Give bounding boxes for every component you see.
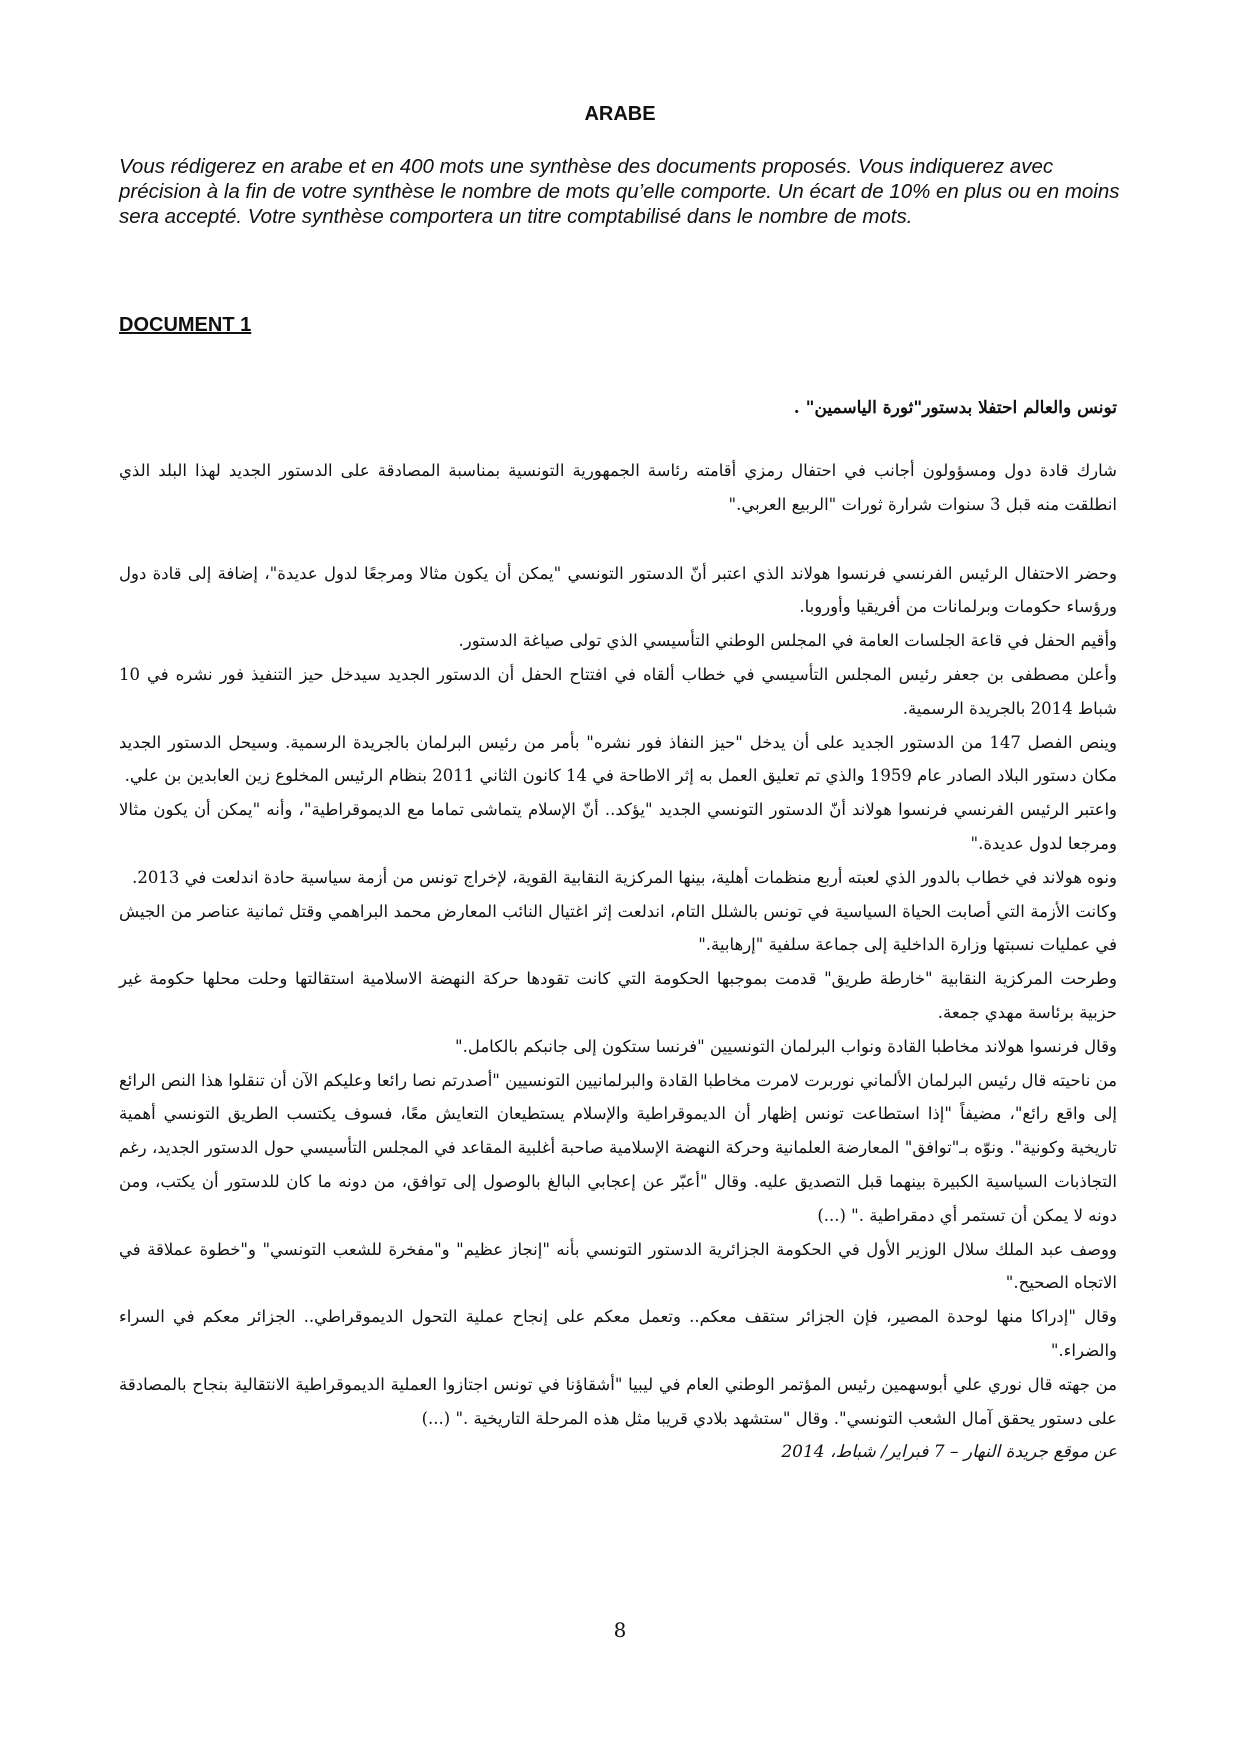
article-paragraph: شارك قادة دول ومسؤولون أجانب في احتفال رمزي أقامته رئاسة الجمهورية التونسية بمناسبة المصادقة على الدستور الجديد لهذا البلد الذي انطلقت منه قبل 3 سنوات شرارة ثورات "الربيع العربي."	[119, 461, 1117, 514]
article-paragraph: وأقيم الحفل في قاعة الجلسات العامة في المجلس الوطني التأسيسي الذي تولى صياغة الدستور.	[458, 631, 1117, 651]
article-paragraph: وينص الفصل 147 من الدستور الجديد على أن يدخل "حيز النفاذ فور نشره" بأمر من رئيس البرلمان بالجريدة الرسمية. وسيحل الدستور الجديد مكان دستور البلاد الصادر عام 1959 والذي تم تعليق العمل به إثر الاطاحة في 14 كانون الثاني 2011 بنظام الرئيس المخلوع زين العابدين بن علي.	[119, 732, 1117, 786]
article-paragraph: وكانت الأزمة التي أصابت الحياة السياسية في تونس بالشلل التام، اندلعت إثر اغتيال النائب المعارض محمد البراهمي وقتل ثمانية عناصر من الجيش في عمليات نسبتها وزارة الداخلية إلى جماعة سلفية "إرهابية."	[119, 901, 1117, 955]
article-title: تونس والعالم احتفلا بدستور"ثورة الياسمين" .	[793, 398, 1117, 418]
article-paragraph: وطرحت المركزية النقابية "خارطة طريق" قدمت بموجبها الحكومة التي كانت تقودها حركة النهضة الاسلامية استقالتها وحلت محلها حكومة غير حزبية برئاسة مهدي جمعة.	[119, 969, 1117, 1022]
article-paragraph: وقال "إدراكا منها لوحدة المصير، فإن الجزائر ستقف معكم.. وتعمل معكم على إنجاح عملية التحول الديموقراطي.. الجزائر معكم في السراء والضراء."	[119, 1307, 1117, 1360]
article-source: عن موقع جريدة النهار – 7 فبراير/ شباط، 2014	[781, 1442, 1117, 1462]
article-paragraph: من ناحيته قال رئيس البرلمان الألماني نوربرت لامرت مخاطبا القادة والبرلمانيين التونسيين "أصدرتم نصا رائعا وعليكم الآن أن تنقلوا هذا النص الرائع إلى واقع رائع"، مضيفاً "إذا استطاعت تونس إظهار أن الديموقراطية والإسلام يستطيعان التعايش معًا، فسوف يكتسب الطريق التونسي أهمية تاريخية وكونية". ونوّه بـ"توافق" المعارضة العلمانية وحركة النهضة الإسلامية صاحبة أغلبية المقاعد في المجلس التأسيسي حول الدستور الجديد، رغم التجاذبات السياسية الكبيرة بينهما قبل التصديق عليه. وقال "أعبّر عن إعجابي البالغ بالوصول إلى توافق، من دونه ما كان للدستور أن يكتب، ومن دونه لا يمكن أن تستمر أي دمقراطية ." (...)	[119, 1070, 1117, 1225]
article-paragraph: وأعلن مصطفى بن جعفر رئيس المجلس التأسيسي في خطاب ألقاه في افتتاح الحفل أن الدستور الجديد سيدخل حيز التنفيذ فور نشره في 10 شباط 2014 بالجريدة الرسمية.	[119, 664, 1117, 718]
article-paragraph: واعتبر الرئيس الفرنسي فرنسوا هولاند أنّ الدستور التونسي الجديد "يؤكد.. أنّ الإسلام يتماشى تماما مع الديموقراطية"، وأنه "يمكن أن يكون مثالا ومرجعا لدول عديدة."	[119, 800, 1117, 853]
article-paragraph: ووصف عبد الملك سلال الوزير الأول في الحكومة الجزائرية الدستور التونسي بأنه "إنجاز عظيم" و"مفخرة للشعب التونسي" و"خطوة عملاقة في الاتجاه الصحيح."	[119, 1239, 1117, 1293]
document-heading: DOCUMENT 1	[119, 314, 252, 336]
article-paragraph: وقال فرنسوا هولاند مخاطبا القادة ونواب البرلمان التونسيين "فرنسا ستكون إلى جانبكم بالكامل."	[455, 1036, 1117, 1056]
article-paragraph: من جهته قال نوري علي أبوسهمين رئيس المؤتمر الوطني العام في ليبيا "أشقاؤنا في تونس اجتازوا العملية الديموقراطية الانتقالية بنجاح بالمصادقة على دستور يحقق آمال الشعب التونسي". وقال "ستشهد بلادي قريبا مثل هذه المرحلة التاريخية ." (...)	[119, 1374, 1117, 1428]
article-paragraph: ونوه هولاند في خطاب بالدور الذي لعبته أربع منظمات أهلية، بينها المركزية النقابية القوية، لإخراج تونس من أزمة سياسية حادة اندلعت في 2013.	[132, 867, 1117, 887]
page-title: ARABE	[584, 103, 656, 125]
instructions-text: Vous rédigerez en arabe et en 400 mots une synthèse des documents proposés. Vous indiquerez avec précision à la fin de votre synthèse le nombre de mots qu’elle comporte. Un écart de 10% en plus ou en moins sera accepté. Votre synthèse comportera un titre comptabilisé dans le nombre de mots.	[119, 155, 1120, 228]
article-body	[119, 394, 1117, 1435]
article-paragraph: وحضر الاحتفال الرئيس الفرنسي فرنسوا هولاند الذي اعتبر أنّ الدستور التونسي "يمكن أن يكون مثالا ومرجعًا لدول عديدة"، إضافة إلى قادة دول ورؤساء حكومات وبرلمانات من أفريقيا وأوروبا.	[119, 563, 1117, 617]
page-number: 8	[613, 1618, 627, 1642]
